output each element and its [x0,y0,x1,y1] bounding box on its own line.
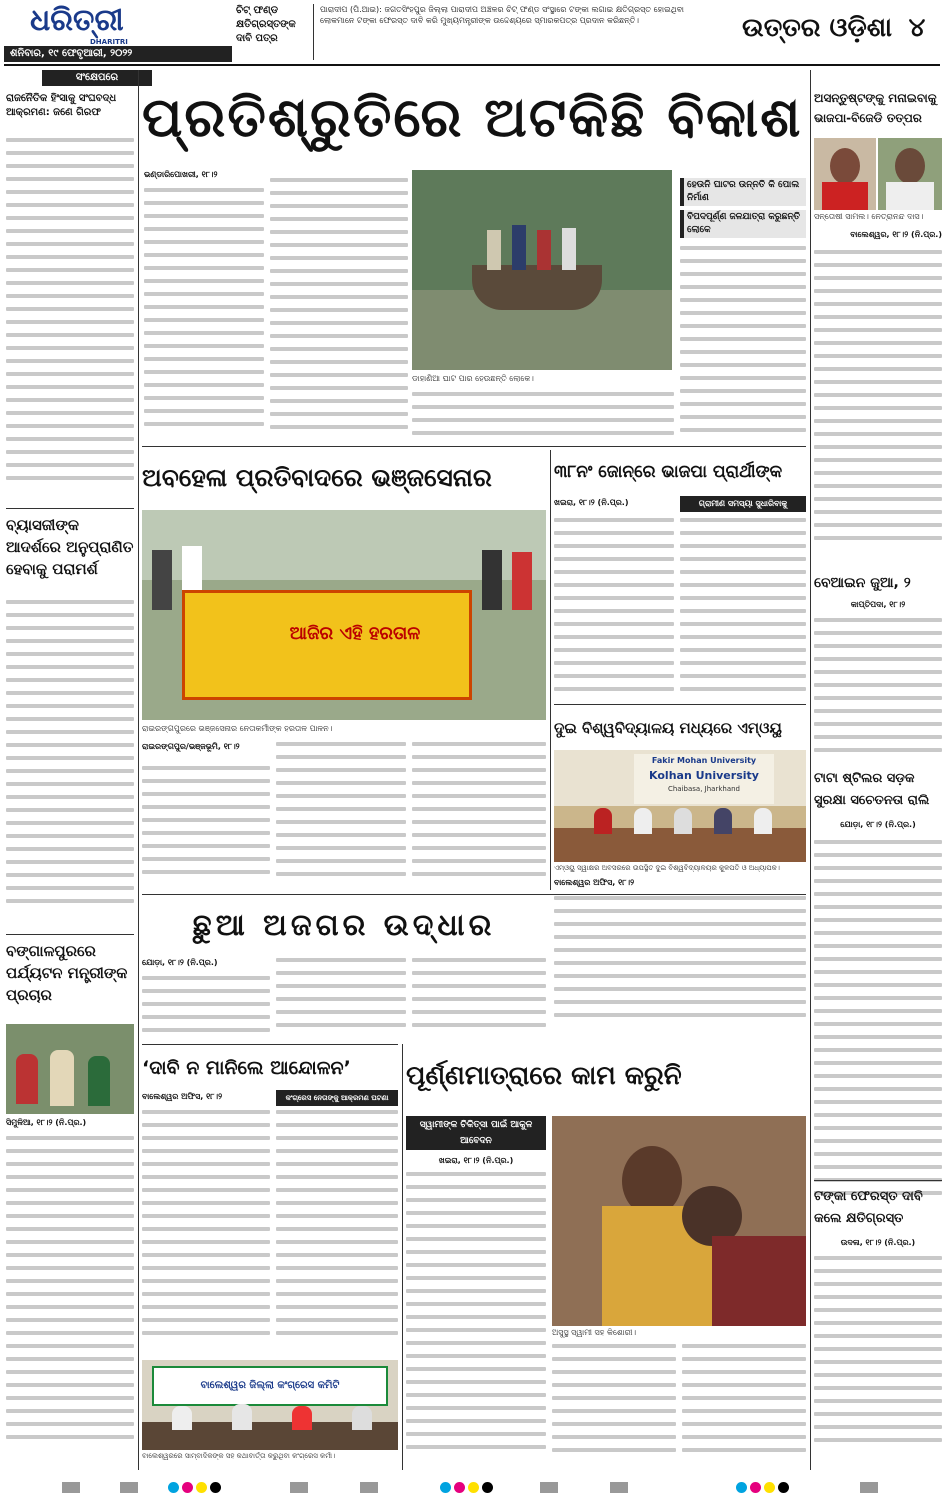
right-column-divider [810,70,811,1470]
bandh-body-col3 [412,742,546,890]
lead-body-col3 [680,246,806,442]
lower-mid-divider [402,1044,403,1470]
zone-kicker: ଗ୍ରାମୀଣ ସମସ୍ୟା ସୁଧାରିବାକୁ [680,496,806,512]
right-story1-head: ବେଆଇନ ଜୁଆ, ୨ [814,575,911,591]
right-story3-body [814,1256,942,1466]
lead-body-col4 [412,392,674,442]
protest-banner [152,1366,388,1406]
lead-dateline: ଭଣ୍ଡାରିପୋଖରୀ, ୧୮।୨ [144,170,218,179]
protest-kicker: କଂଗ୍ରେସ ନେତାଙ୍କୁ ଆକ୍ରମଣ ଘଟଣା [276,1090,398,1106]
right-story2-body [814,840,942,1220]
newspaper-logo-sub: DHARITRI [90,38,128,46]
python-bottom-rule [142,1044,398,1045]
newspaper-logo: ଧରିତ୍ରୀ [30,4,124,38]
reg-magenta-3 [750,1482,761,1493]
sidebar-rule-1 [6,508,134,509]
protest-body-col2 [276,1110,398,1354]
bandh-dateline: ରାଇରଙ୍ଗପୁର/ଭଞ୍ଜଭୂମି, ୧୮।୨ [142,742,240,751]
sidebar-rule-2 [6,934,134,935]
health-photo-caption: ଅସୁସ୍ଥ ସ୍ୱାମୀ ସହ କିଶୋରୀ। [552,1328,637,1337]
reg-black-3 [778,1482,789,1493]
reg-block-6 [610,1482,628,1493]
left-column-divider [138,70,139,1470]
right-top-body [814,250,942,560]
in-brief-label: ସଂକ୍ଷେପରେ [42,70,152,86]
reg-cyan-3 [736,1482,747,1493]
bandh-headline: ଅବହେଳା ପ୍ରତିବାଦରେ ଭଞ୍ଜସେନାର [142,463,492,492]
python-body-col1 [142,976,270,1040]
mid-column-divider [550,450,551,890]
health-body-col1 [406,1172,546,1466]
lead-headline: ପ୍ରତିଶ୍ରୁତିରେ ଅଟକିଛି ବିକାଶ [142,86,803,149]
lead-body-col2 [270,178,408,443]
mou-banner-line2: Kolhan University [649,769,759,782]
protest-photo [142,1360,398,1450]
reg-yellow-2 [468,1482,479,1493]
tourism-minister-photo [6,1024,134,1114]
sidebar-story1-body [6,138,134,504]
reg-block-1 [62,1482,80,1493]
mou-banner-line1: Fakir Mohan University [651,756,757,765]
protest-dateline: ବାଲେଶ୍ୱର ଅଫିସ, ୧୮।୨ [142,1092,223,1101]
health-photo [552,1116,806,1326]
protest-photo-caption: ବାଲେଶ୍ୱରରେ ସାମ୍ବାଦିକଙ୍କ ସହ କଥାବାର୍ତ୍ତା କରୁଥିବା କଂଗ୍ରେସ କର୍ମୀ। [142,1452,336,1460]
protest-headline: ‘ଦାବି ନ ମାନିଲେ ଆନ୍ଦୋଳନ’ [142,1057,351,1079]
zone-headline: ୩୮ନଂ ଜୋନ୍‌ରେ ଭାଜପା ପ୍ରାର୍ଥୀଙ୍କ [554,462,783,482]
reg-magenta-2 [454,1482,465,1493]
lead-photo-caption: ଡାହାଣିଆ ଘାଟ ପାର ହେଉଛନ୍ତି ଲୋକେ। [412,374,534,383]
right-story3-head: ଟଙ୍କା ଫେରସ୍ତ ଦାବି କଲେ କ୍ଷତିଗ୍ରସ୍ତ [814,1189,923,1226]
zone-body-col1 [554,518,674,700]
reg-black-2 [482,1482,493,1493]
protest-banner-text: ବାଲେଶ୍ୱର ଜିଲ୍ଲା କଂଗ୍ରେସ କମିଟି [200,1380,340,1391]
sidebar-story1-head: ରାଜନୈତିକ ହିଂସାକୁ ସଂଘବଦ୍ଧ ଆକ୍ରମଣ: ଜଣେ ଗିରଫ [6,93,117,118]
reg-yellow-3 [764,1482,775,1493]
reg-cyan [168,1482,179,1493]
mou-dateline: ବାଲେଶ୍ୱର ଅଫିସ, ୧୮।୨ [554,878,635,887]
right-top-caption: ସନ୍ତୋଷୀ ସାମଲ। ନେତ୍ରାନନ୍ଦ ଦାସ। [814,212,924,221]
right-story2-dateline: ଯୋଡ଼ା, ୧୮।୨ (ନି.ପ୍ର.) [840,820,916,829]
python-body-col2 [276,958,406,1040]
masthead-rule [4,64,940,66]
health-dateline: ଖଇରା, ୧୮।୨ (ନି.ପ୍ର.) [438,1156,514,1165]
reg-magenta [182,1482,193,1493]
right-story1-body [814,618,942,760]
mou-photo [554,750,806,862]
zone-body-col2 [680,518,806,700]
reg-black [210,1482,221,1493]
right-top-headline: ଅସନ୍ତୁଷ୍ଟଙ୍କୁ ମନାଇବାକୁ ଭାଜପା-ବିଜେଡି ତତ୍ପର [814,91,937,125]
bandh-photo [142,510,546,720]
bandh-body-col2 [276,742,406,890]
lead-bottom-rule [142,446,806,447]
python-headline: ଛୁଆ ଅଜଗର ଉଦ୍ଧାର [192,908,496,943]
mou-banner [634,754,774,804]
mou-body [554,896,806,1036]
page-number: ୪ [896,8,938,48]
protest-body-col1 [142,1110,270,1354]
masthead [0,0,945,64]
lead-body-col1 [144,188,264,443]
mou-headline: ଦୁଇ ବିଶ୍ୱବିଦ୍ୟାଳୟ ମଧ୍ୟରେ ଏମ୍ଓୟୁ [554,719,782,737]
python-dateline: ଯୋଡ଼ା, ୧୮।୨ (ନି.ପ୍ର.) [142,958,218,967]
reg-block-2 [120,1482,138,1493]
teaser-heading: ଚିଟ୍ ଫଣ୍ଡ କ୍ଷତିଗ୍ରସ୍ତଙ୍କ ଦାବି ପତ୍ର [236,4,314,60]
section-title: ଉତ୍ତର ଓଡ଼ିଶା [742,13,892,43]
zone-bottom-rule [554,704,806,705]
sidebar-story2-head: ବ୍ୟାସଜୀଙ୍କ ଆଦର୍ଶରେ ଅନୁପ୍ରାଣିତ ହେବାକୁ ପରାମର୍ଶ [6,516,134,578]
logo-block [30,4,230,46]
reg-cyan-2 [440,1482,451,1493]
right-top-dateline: ବାଲେଶ୍ୱର, ୧୮।୨ (ନି.ପ୍ର.) [850,230,942,239]
bandh-body-col1 [142,766,270,890]
teaser-body: ପାରାଦୀପ (ପି.ଆଇ): ଜଗତସିଂହପୁର ଜିଲ୍ଲା ପାରାଦୀପ ଅଞ୍ଚଳର ଚିଟ୍ ଫଣ୍ଡ ସଂସ୍ଥାରେ ଟଙ୍କା ଲଗାଇ କ୍ଷତିଗ୍ରସ୍ତ ହୋଇଥିବା ଲୋକମାନେ ଟଙ୍କା ଫେରସ୍ତ ଦାବି କରି ମୁଖ୍ୟମନ୍ତ୍ରୀଙ୍କ ଉଦ୍ଦେଶ୍ୟରେ ସ୍ମାରକପତ୍ର ପ୍ରଦାନ କରିଛନ୍ତି। [320,5,684,25]
health-headline: ପୂର୍ଣ୍ଣମାତ୍ରାରେ କାମ କରୁନି [406,1061,682,1091]
left-bottom-dateline: ସିମୁଳିଆ, ୧୮।୨ (ନି.ପ୍ର.) [6,1118,87,1127]
bandh-banner [182,590,472,700]
bandh-banner-text: ଆଜିର ଏହି ହରତାଳ [289,623,421,644]
zone-dateline: ଖଇରା, ୧୮।୨ (ନି.ପ୍ର.) [554,498,629,507]
lead-point-1: ହେଉନି ଘାଟର ଉନ୍ନତି କି ପୋଲ ନିର୍ମାଣ [680,178,806,206]
reg-block-4 [360,1482,378,1493]
right-story3-rule [814,1180,942,1181]
lead-point-2: ବିପଦପୂର୍ଣ୍ଣ ଜଳଯାତ୍ରା କରୁଛନ୍ତି ଲୋକେ [680,210,806,238]
registration-strip [0,1476,945,1498]
health-body-col2 [552,1344,676,1466]
mou-photo-caption: ଏମ୍ଓୟୁ ସ୍ୱାକ୍ଷର ଅବସରରେ ଉପସ୍ଥିତ ଦୁଇ ବିଶ୍ୱବିଦ୍ୟାଳୟର କୁଳପତି ଓ ଅଧ୍ୟାପକ। [554,864,780,872]
mou-banner-line3: Chaibasa, Jharkhand [667,785,740,793]
reg-block-5 [540,1482,558,1493]
sidebar-story3-head: ବଙ୍ଗାଳପୁରରେ ପର୍ଯ୍ୟଟନ ମନ୍ତ୍ରୀଙ୍କ ପ୍ରଚାର [6,942,128,1004]
right-story3-dateline: ଉଦଳା, ୧୮।୨ (ନି.ପ୍ର.) [840,1238,916,1247]
lead-photo-boat [412,170,672,370]
reg-block-3 [290,1482,308,1493]
python-body-col3 [412,958,546,1040]
reg-block-7 [860,1482,878,1493]
bandh-photo-caption: ରାଇରଙ୍ଗପୁରରେ ଭଞ୍ଜସେନାର ନେତାକର୍ମୀଙ୍କ ହରତାଳ ପାଳନ। [142,724,333,733]
health-kicker: ସ୍ୱାମୀଙ୍କ ଚିକିତ୍ସା ପାଇଁ ଆକୁଳ ଆବେଦନ [406,1116,546,1150]
health-body-col3 [682,1344,806,1466]
reg-yellow [196,1482,207,1493]
right-top-photo-man [878,138,942,210]
right-story2-head: ଟାଟା ଷ୍ଟିଲର ସଡ଼କ ସୁରକ୍ଷା ସଚେତନତା ରାଲି [814,771,930,808]
sidebar-story2-body [6,600,134,930]
right-story1-dateline: କାପ୍ତିପଦା, ୧୮।୨ [850,600,906,609]
sidebar-story3-body [6,1136,134,1466]
right-top-photo-woman [814,138,876,210]
bandh-bottom-rule [142,894,806,895]
date-bar: ଶନିବାର, ୧୯ ଫେବୃଆରୀ, ୨୦୨୨ [4,46,232,62]
